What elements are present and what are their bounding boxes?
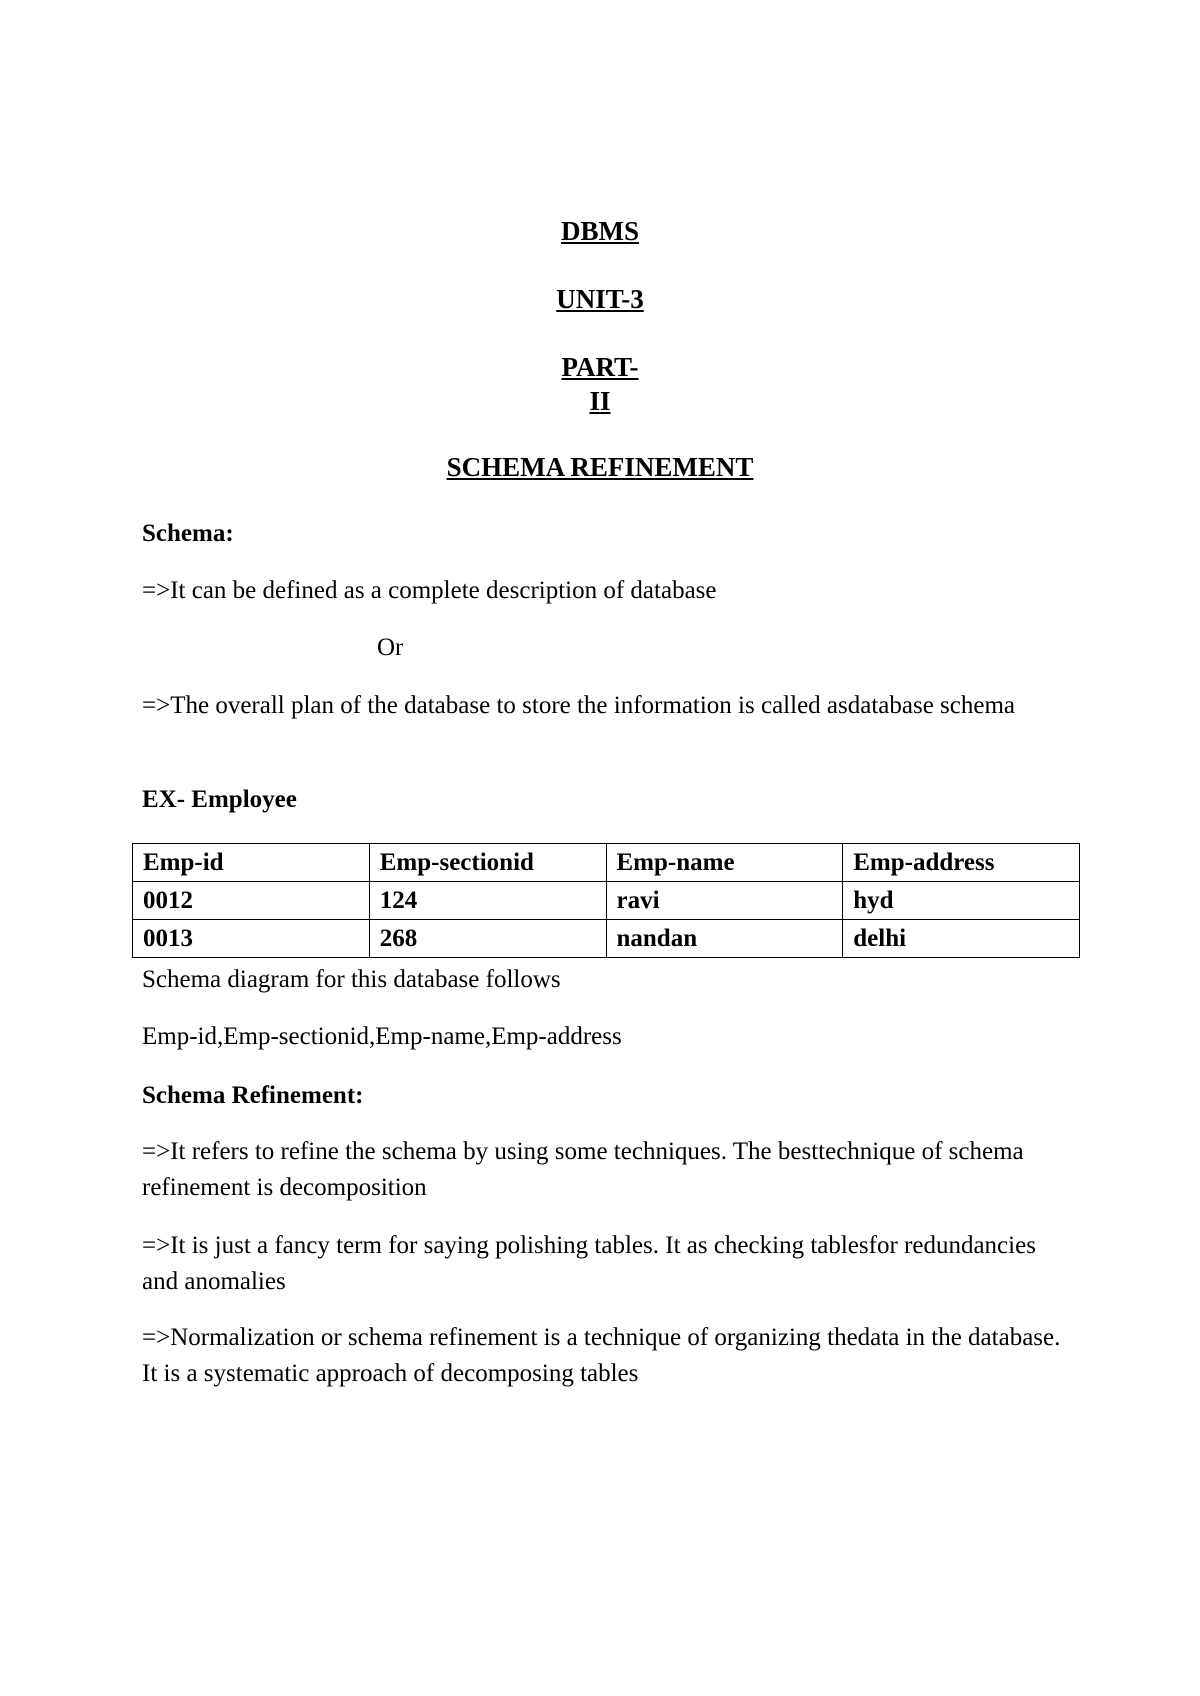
- table-header-cell: Emp-name: [606, 844, 843, 882]
- table-cell: 0012: [133, 882, 370, 920]
- refinement-heading: Schema Refinement:: [142, 1082, 364, 1109]
- diagram-intro: Schema diagram for this database follows: [142, 966, 561, 993]
- table-cell: hyd: [843, 882, 1080, 920]
- example-label: EX- Employee: [142, 786, 297, 813]
- table-cell: nandan: [606, 920, 843, 958]
- table-cell: delhi: [843, 920, 1080, 958]
- refinement-paragraph-3: =>Normalization or schema refinement is a technique of organizing thedata in the database. It is a systematic approach of decomposing tables: [142, 1324, 1061, 1387]
- table-cell: 124: [369, 882, 606, 920]
- or-text: Or: [377, 634, 404, 661]
- table-row: [133, 882, 1080, 920]
- table-header-cell: Emp-address: [843, 844, 1080, 882]
- table-row: [133, 920, 1080, 958]
- table-cell: ravi: [606, 882, 843, 920]
- refinement-paragraph-2: =>It is just a fancy term for saying polishing tables. It as checking tablesfor redundancies and anomalies: [142, 1232, 1036, 1295]
- schema-heading: Schema:: [142, 520, 234, 547]
- schema-definition-2: =>The overall plan of the database to store the information is called asdatabase schema: [142, 692, 1016, 719]
- part-title-line-1: PART-: [561, 352, 639, 382]
- unit-title: UNIT-3: [556, 284, 644, 314]
- topic-title: SCHEMA REFINEMENT: [446, 452, 754, 482]
- course-title: DBMS: [560, 216, 639, 246]
- schema-definition-1: =>It can be defined as a complete description of database: [142, 577, 717, 604]
- refinement-paragraph-1: =>It refers to refine the schema by using some techniques. The besttechnique of schema refinement is decomposition: [142, 1138, 1024, 1201]
- part-title: [0, 350, 1200, 418]
- table-cell: 268: [369, 920, 606, 958]
- diagram-columns-line: Emp-id,Emp-sectionid,Emp-name,Emp-address: [142, 1023, 622, 1050]
- table-header-cell: Emp-sectionid: [369, 844, 606, 882]
- part-title-line-2: II: [589, 386, 611, 416]
- table-header-cell: Emp-id: [133, 844, 370, 882]
- employee-table: [132, 843, 1080, 958]
- table-cell: 0013: [133, 920, 370, 958]
- table-header-row: [133, 844, 1080, 882]
